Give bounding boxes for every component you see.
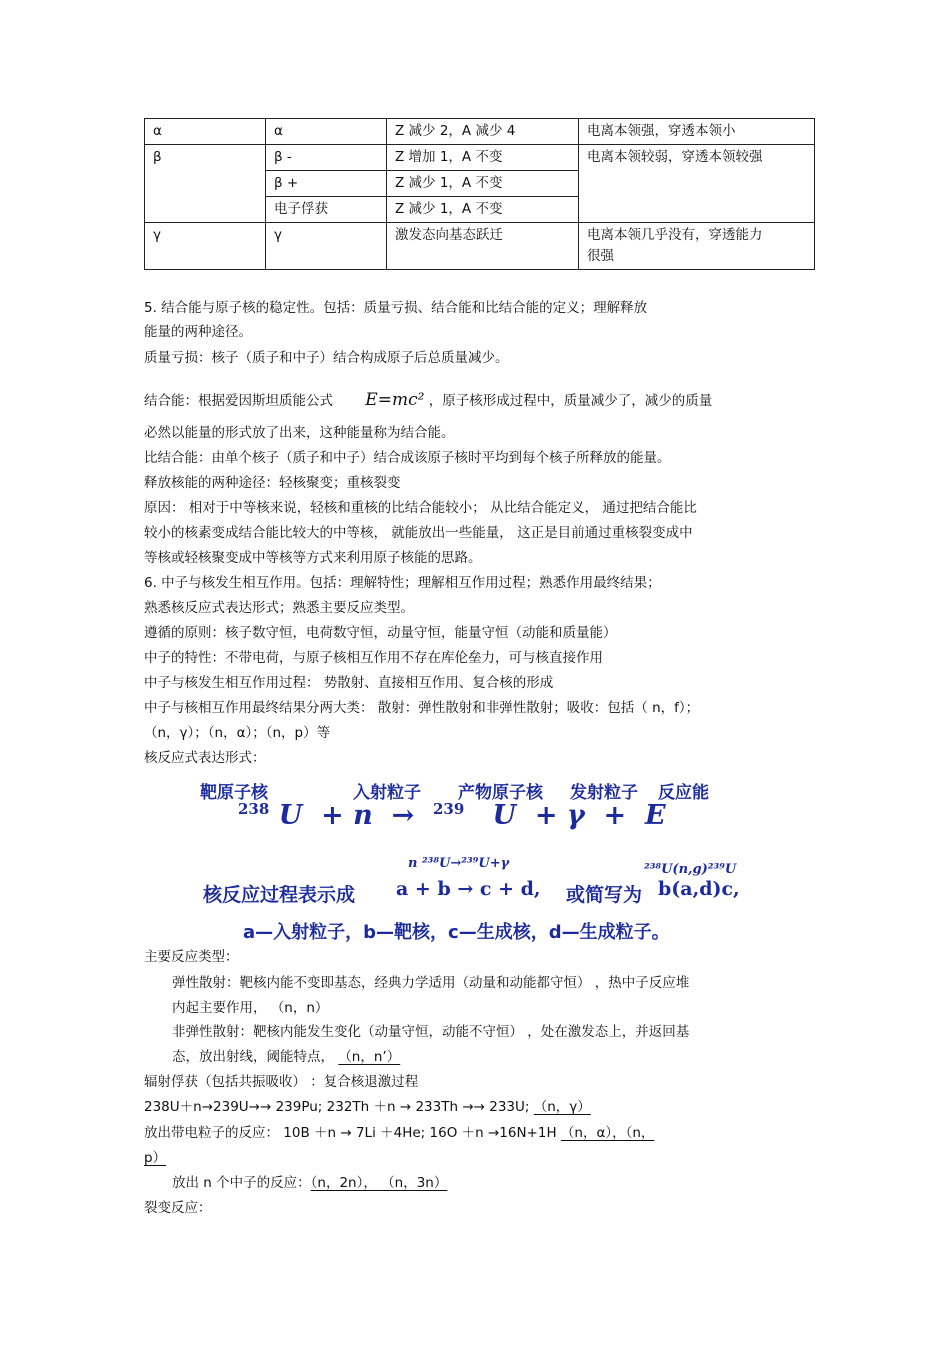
table-cell: β + [266,171,387,197]
label-emitted: 发射粒子 [570,783,638,803]
decay-table [144,118,815,270]
einstein-formula: E=mc² [365,390,425,410]
reaction-tag: （n，α），（n， [560,1125,655,1141]
paragraph-line: 必然以能量的形式放了出来，这种能量称为结合能。 [144,425,455,441]
table-cell: Z 减少 1，A 不变 [387,197,579,223]
paragraph-line: 熟悉核反应式表达形式；熟悉主要反应类型。 [144,600,414,616]
table-cell: Z 减少 1，A 不变 [387,171,579,197]
paragraph-line: 弹性散射：靶核内能不变即基态，经典力学适用（动量和动能都守恒） ，热中子反应堆 [172,975,690,991]
paragraph-line: 能量的两种途径。 [144,324,252,340]
table-row [145,119,815,145]
paragraph-line: 内起主要作用， （n，n） [172,1000,329,1016]
table-cell: α [266,119,387,145]
product-symbol: U [492,800,517,831]
paragraph-line: 中子的特性：不带电荷，与原子核相互作用不存在库伦垒力，可与核直接作用 [144,650,603,666]
paragraph-line: 释放核能的两种途径：轻核聚变；重核裂变 [144,475,401,491]
section-6-heading: 6. 中子与核发生相互作用。包括：理解特性；理解相互作用过程；熟悉作用最终结果； [144,575,661,591]
table-cell: β [145,145,266,223]
paragraph-line [172,1047,400,1067]
label-incident: 入射粒子 [353,783,421,803]
section-5-heading: 5. 结合能与原子核的稳定性。包括：质量亏损、结合能和比结合能的定义；理解释放 [144,300,648,316]
mass-number: 239 [433,800,465,818]
reaction-equation [238,800,666,831]
neutron-symbol: n [353,800,373,831]
label-target: 靶原子核 [200,783,268,803]
binding-text: 结合能：根据爱因斯坦质能公式 [144,393,333,409]
table-cell: α [145,119,266,145]
cell-line: 电离本领几乎没有，穿透能力 [587,227,763,243]
paragraph-line: 比结合能：由单个核子（质子和中子）结合成该原子核时平均到每个核子所释放的能量。 [144,450,671,466]
reaction-tag: （n，2n）， （n，3n） [310,1175,448,1191]
reaction-tag: （n，γ） [533,1099,591,1115]
table-cell: 激发态向基态跃迁 [387,223,579,270]
table-cell: Z 增加 1，A 不变 [387,145,579,171]
mass-number: 238 [238,800,270,818]
table-cell: γ [145,223,266,270]
label-energy: 反应能 [658,783,709,803]
paragraph-text: 放出 n 个中子的反应： [172,1175,311,1191]
paragraph-line: 等核或轻核聚变成中等核等方式来利用原子核能的思路。 [144,550,482,566]
plus-sign: + [321,800,344,831]
table-row [145,145,815,171]
paragraph-line: 较小的核素变成结合能比较大的中等核， 就能放出一些能量， 这正是目前通过重核裂变成中 [144,525,693,541]
plus-sign: + [603,800,627,831]
table-cell: 电子俘获 [266,197,387,223]
legend-text: a—入射粒子，b—靶核，c—生成核，d—生成粒子。 [243,922,670,943]
paragraph-line: 核反应式表达形式： [144,750,266,766]
paragraph-line: （n，γ）；（n，α）；（n，p）等 [144,725,331,741]
process-label: 核反应过程表示成 [203,884,356,906]
target-symbol: U [278,800,303,831]
binding-text: ，原子核形成过程中，质量减少了，减少的质量 [428,393,713,409]
small-short-form: ²³⁸U(n,g)²³⁹U [644,862,737,877]
paragraph-line: 原因： 相对于中等核来说，轻核和重核的比结合能较小； 从比结合能定义， 通过把结合能比 [144,500,697,516]
table-cell: 电离本领较弱，穿透本领较强 [579,145,815,223]
small-equation: n ²³⁸U→²³⁹U+γ [408,856,510,871]
gamma-symbol: γ [566,800,585,831]
paragraph-line [144,1123,654,1143]
paragraph-line [144,1148,166,1168]
short-label: 或简写为 [566,884,643,906]
paragraph-line: 中子与核相互作用最终结果分两大类： 散射：弹性散射和非弹性散射；吸收：包括（ n，f）； [144,700,700,716]
paragraph-line: 质量亏损：核子（质子和中子）结合构成原子后总质量减少。 [144,350,509,366]
table-cell [579,223,815,270]
process-equation: a + b → c + d, [396,878,541,900]
paragraph-line [172,1173,447,1193]
paragraph-line: 遵循的原则：核子数守恒，电荷数守恒，动量守恒，能量守恒（动能和质量能） [144,625,617,641]
paragraph-line: 辐射俘获（包括共振吸收） ：复合核退激过程 [144,1074,419,1090]
paragraph-text: 238U＋n→239U→→ 239Pu; 232Th ＋n → 233Th →→ 233U; [144,1099,534,1115]
reaction-tag: p） [144,1150,167,1166]
paragraph-line: 非弹性散射：靶核内能发生变化（动量守恒，动能不守恒） ，处在激发态上，并返回基 [172,1024,690,1040]
table-cell: β - [266,145,387,171]
cell-line: 很强 [587,248,614,264]
paragraph-text: 放出带电粒子的反应： 10B ＋n → 7Li ＋4He; 16O ＋n →16N+1H [144,1125,561,1141]
paragraph-text: 态，放出射线，阈能特点， [172,1049,339,1065]
label-product: 产物原子核 [458,783,543,803]
arrow-icon: → [391,800,415,831]
table-row [145,223,815,270]
reaction-figure [198,772,738,947]
paragraph-line: 主要反应类型： [144,949,239,965]
table-cell: 电离本领强，穿透本领小 [579,119,815,145]
table-cell: γ [266,223,387,270]
paragraph-line: 中子与核发生相互作用过程： 势散射、直接相互作用、复合核的形成 [144,675,554,691]
table-cell: Z 减少 2，A 减少 4 [387,119,579,145]
energy-symbol: E [644,800,666,831]
paragraph-line [144,390,712,411]
short-equation: b(a,d)c, [658,878,740,900]
paragraph-line: 裂变反应： [144,1200,212,1216]
reaction-tag: （n，n’） [338,1049,401,1065]
paragraph-line [144,1097,591,1117]
plus-sign: + [534,800,558,831]
